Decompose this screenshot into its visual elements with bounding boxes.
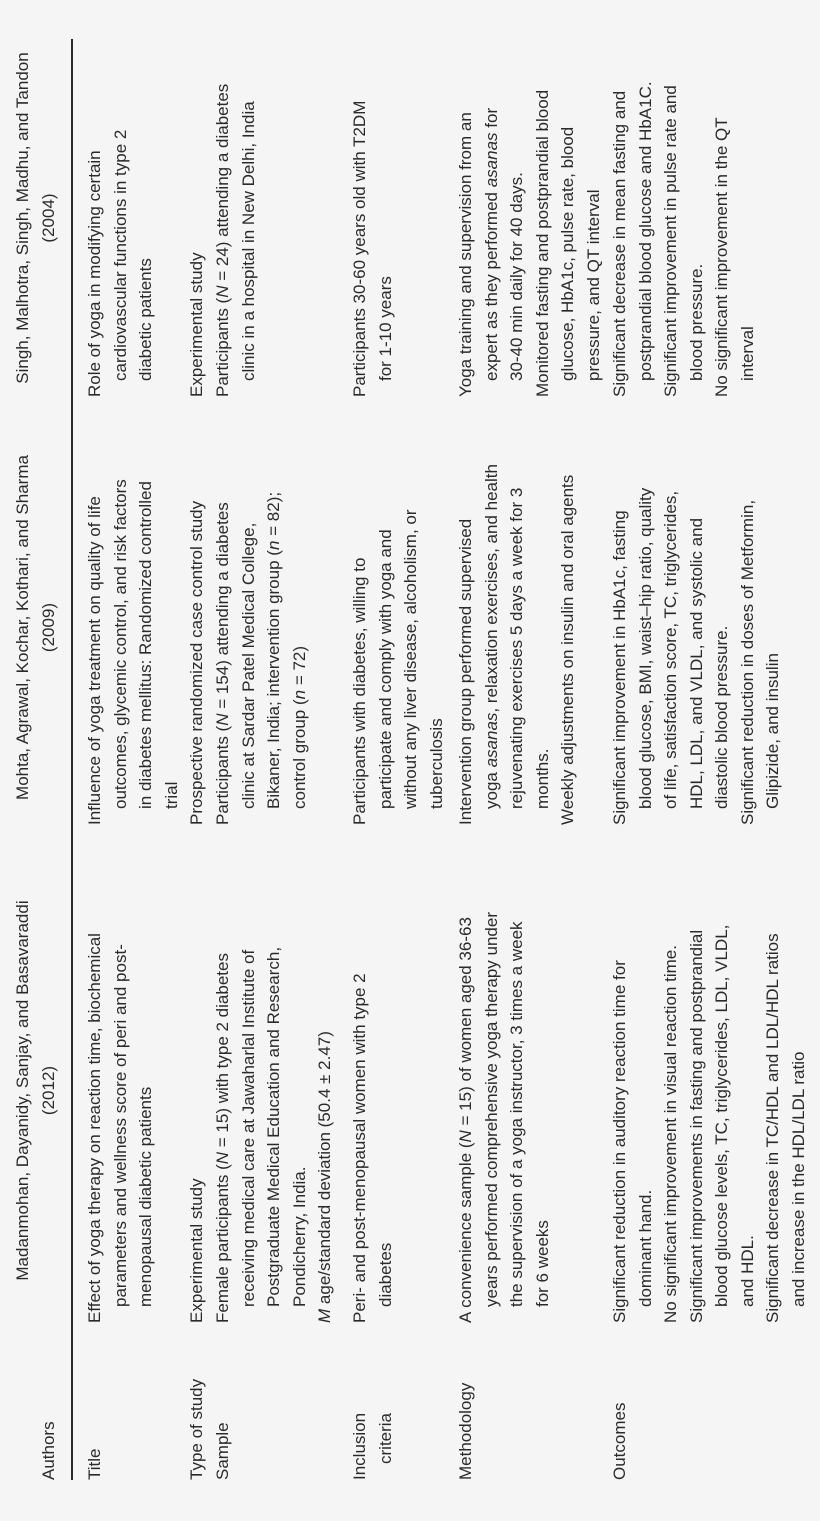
row-label-sample-text: Sample	[212, 1422, 232, 1480]
cell-study-1-methodology	[453, 912, 555, 1323]
row-label-type-of-study-text: Type of study	[187, 1378, 206, 1480]
cell-study-1-outcomes	[607, 925, 811, 1323]
cell-text-line: and increase in the HDL/LDL ratio	[788, 1051, 808, 1307]
cell-text-line: of life, satisfaction score, TC, triglycerides,	[661, 490, 680, 809]
cell-text-line: trial	[161, 781, 181, 809]
study-3-year: (2004)	[39, 193, 58, 243]
cell-paragraph	[82, 130, 159, 397]
study-2-authors: Mohta, Agrawal, Kochar, Kothari, and Sharma	[13, 455, 32, 800]
cell-paragraph	[453, 90, 530, 397]
cell-paragraph	[347, 973, 398, 1323]
cell-text-line: Participants 30-60 years old with T2DM	[350, 100, 369, 397]
row-label-inclusion-criteria	[347, 1340, 398, 1480]
cell-text-line: Female participants (N = 15) with type 2 diabetes	[213, 953, 232, 1323]
cell-text-line: yoga asanas, relaxation exercises, and health	[481, 464, 501, 809]
row-label-authors: Authors	[39, 1421, 58, 1480]
cell-paragraph	[184, 501, 210, 825]
cell-text-line: Participants (N = 154) attending a diabetes	[213, 502, 232, 825]
cell-study-2-outcomes	[607, 488, 786, 825]
cell-paragraph	[210, 84, 261, 397]
cell-text-line: M age/standard deviation (50.4 ± 2.47)	[315, 1031, 334, 1323]
cell-text-line: Yoga training and supervision from an	[456, 112, 475, 397]
cell-text-line: cardiovascular functions in type 2	[110, 129, 130, 381]
cell-paragraph	[82, 479, 184, 825]
cell-text-line: blood pressure.	[686, 263, 706, 381]
cell-text-line: glucose, HbA1c, pulse rate, blood	[558, 126, 577, 381]
row-label-type-of-study	[184, 1340, 235, 1480]
cell-study-3-outcomes	[607, 81, 760, 397]
cell-study-3-type-of-study	[184, 252, 210, 397]
cell-text-line: Experimental study	[187, 1178, 206, 1323]
cell-text-line: Postgraduate Medical Education and Research,	[264, 946, 283, 1307]
cell-paragraph	[312, 947, 338, 1323]
cell-text-line: Role of yoga in modifying certain	[85, 150, 104, 397]
cell-text-line: pressure, and QT interval	[583, 189, 603, 381]
cell-text-line: menopausal diabetic patients	[136, 1086, 155, 1307]
study-2-year: (2009)	[39, 602, 58, 653]
cell-text-line: Significant reduction in doses of Metformin,	[737, 499, 757, 825]
row-label-methodology	[453, 1340, 479, 1480]
cell-paragraph	[347, 101, 398, 397]
cell-text-line: the supervision of a yoga instructor, 3 times a week	[507, 921, 526, 1307]
cell-text-line: Monitored fasting and postprandial blood	[532, 89, 552, 397]
cell-text-line: Significant reduction in auditory reaction time for	[610, 960, 629, 1323]
cell-text-line: A convenience sample (N = 15) of women aged 36-63	[456, 917, 475, 1323]
cell-paragraph	[735, 488, 786, 825]
cell-paragraph	[184, 252, 210, 397]
cell-text-line: and HDL.	[737, 1235, 757, 1307]
cell-paragraph	[684, 925, 761, 1323]
cell-text-line: Effect of yoga therapy on reaction time, biochemical	[85, 933, 104, 1323]
cell-paragraph	[658, 81, 709, 397]
cell-text-line: years performed comprehensive yoga therapy under	[481, 912, 501, 1307]
cell-study-2-sample	[210, 492, 312, 825]
cell-study-1-title	[82, 933, 159, 1323]
cell-paragraph	[82, 933, 159, 1323]
cell-text-line: No significant improvement in visual reaction time.	[661, 945, 680, 1323]
cell-text-line: interval	[737, 326, 757, 381]
cell-study-1-type-of-study	[184, 1178, 210, 1323]
cell-paragraph	[210, 947, 312, 1323]
study-1-year: (2012)	[39, 1065, 58, 1116]
cell-text-line: diabetic patients	[136, 258, 155, 381]
cell-text-line: receiving medical care at Jawaharlal Institute of	[238, 949, 258, 1307]
cell-text-line: Participants with diabetes, willing to	[350, 557, 369, 825]
row-label-methodology-text: Methodology	[456, 1382, 475, 1480]
cell-paragraph	[453, 464, 555, 825]
cell-text-line: Participants (N = 24) attending a diabetes	[213, 83, 232, 397]
cell-text-line: diabetes	[375, 1242, 395, 1307]
cell-paragraph	[658, 925, 684, 1323]
cell-text-line: participate and comply with yoga and	[375, 529, 395, 809]
cell-text-line: Pondicherry, India.	[289, 1166, 309, 1307]
cell-text-line: Experimental study	[187, 252, 206, 397]
header-rule	[71, 39, 73, 1480]
cell-text-line: rejuvenating exercises 5 days a week for 3	[507, 487, 526, 809]
row-label-outcomes	[607, 1340, 633, 1480]
cell-study-3-inclusion	[347, 101, 398, 397]
cell-text-line: Significant decrease in mean fasting and	[610, 90, 629, 397]
row-label-outcomes-text: Outcomes	[610, 1402, 629, 1480]
cell-text-line: Significant improvement in HbA1c, fasting	[610, 510, 629, 825]
cell-paragraph	[555, 464, 581, 825]
column-header-study-1	[10, 858, 62, 1323]
cell-study-2-title	[82, 479, 184, 825]
cell-study-1-sample	[210, 947, 338, 1323]
study-3-authors: Singh, Malhotra, Singh, Madhu, and Tandon	[13, 52, 32, 384]
cell-text-line: for 1-10 years	[375, 276, 395, 381]
row-label-inclusion-text: Inclusion	[350, 1412, 369, 1480]
cell-text-line: No significant improvement in the QT	[712, 117, 731, 397]
cell-text-line: Intervention group performed supervised	[456, 518, 475, 825]
cell-text-line: Bikaner, India; intervention group (n = 82);	[264, 491, 283, 809]
cell-text-line: Significant improvement in pulse rate and	[661, 85, 680, 397]
column-header-study-3	[10, 39, 62, 397]
cell-text-line: tuberculosis	[426, 718, 446, 809]
cell-text-line: blood glucose, BMI, waist–hip ratio, quality	[635, 487, 655, 809]
cell-text-line: expert as they performed asanas for	[481, 107, 501, 381]
cell-text-line: Glipizide, and insulin	[763, 653, 782, 809]
cell-text-line: Significant decrease in TC/HDL and LDL/HDL ratios	[763, 933, 782, 1323]
cell-paragraph	[607, 925, 658, 1323]
cell-text-line: Peri- and post-menopausal women with type 2	[350, 973, 369, 1323]
row-label-criteria-text: criteria	[375, 1412, 395, 1464]
cell-text-line: for 6 weeks	[532, 1220, 552, 1307]
cell-paragraph	[760, 925, 811, 1323]
cell-paragraph	[607, 488, 735, 825]
cell-paragraph	[530, 90, 607, 397]
cell-text-line: in diabetes mellitus: Randomized controlled	[136, 481, 155, 809]
cell-study-1-inclusion	[347, 973, 398, 1323]
cell-text-line: Significant improvements in fasting and postprandial	[686, 929, 706, 1323]
cell-paragraph	[607, 81, 658, 397]
cell-study-2-methodology	[453, 464, 581, 825]
cell-text-line: without any liver disease, alcoholism, or	[401, 509, 420, 809]
rotated-table-page	[0, 20, 820, 1480]
cell-text-line: control group (n = 72)	[289, 645, 309, 809]
cell-text-line: HDL, LDL, and VLDL, and systolic and	[686, 517, 706, 809]
row-label-title	[82, 1340, 108, 1480]
cell-text-line: postprandial blood glucose and HbA1C.	[635, 81, 655, 381]
study-1-authors: Madanmohan, Dayanidy, Sanjay, and Basavaraddi	[13, 900, 32, 1281]
cell-study-3-title	[82, 130, 159, 397]
cell-text-line: dominant hand.	[635, 1189, 655, 1307]
cell-paragraph	[709, 81, 760, 397]
column-header-study-2	[10, 430, 62, 825]
cell-text-line: 30-40 min daily for 40 days.	[507, 172, 526, 381]
cell-text-line: parameters and wellness score of peri and post-	[110, 944, 130, 1307]
cell-text-line: diastolic blood pressure.	[712, 625, 731, 809]
cell-text-line: Weekly adjustments on insulin and oral agents	[558, 474, 577, 825]
cell-study-2-inclusion	[347, 509, 449, 825]
cell-paragraph	[184, 1178, 210, 1323]
row-label-title-text: Title	[85, 1448, 104, 1480]
cell-text-line: clinic in a hospital in New Delhi, India	[238, 101, 258, 381]
cell-text-line: Influence of yoga treatment on quality of life	[85, 496, 104, 825]
cell-text-line: outcomes, glycemic control, and risk factors	[110, 479, 130, 809]
cell-text-line: clinic at Sardar Patel Medical College,	[238, 522, 258, 809]
cell-text-line: Prospective randomized case control study	[187, 500, 206, 825]
cell-study-3-sample	[210, 84, 261, 397]
cell-paragraph	[453, 912, 555, 1323]
cell-text-line: months.	[532, 748, 552, 809]
cell-study-3-methodology	[453, 90, 606, 397]
cell-paragraph	[347, 509, 449, 825]
cell-study-2-type-of-study	[184, 501, 210, 825]
cell-paragraph	[210, 492, 312, 825]
cell-text-line: blood glucose levels, TC, triglycerides, LDL, VLDL,	[712, 924, 731, 1307]
